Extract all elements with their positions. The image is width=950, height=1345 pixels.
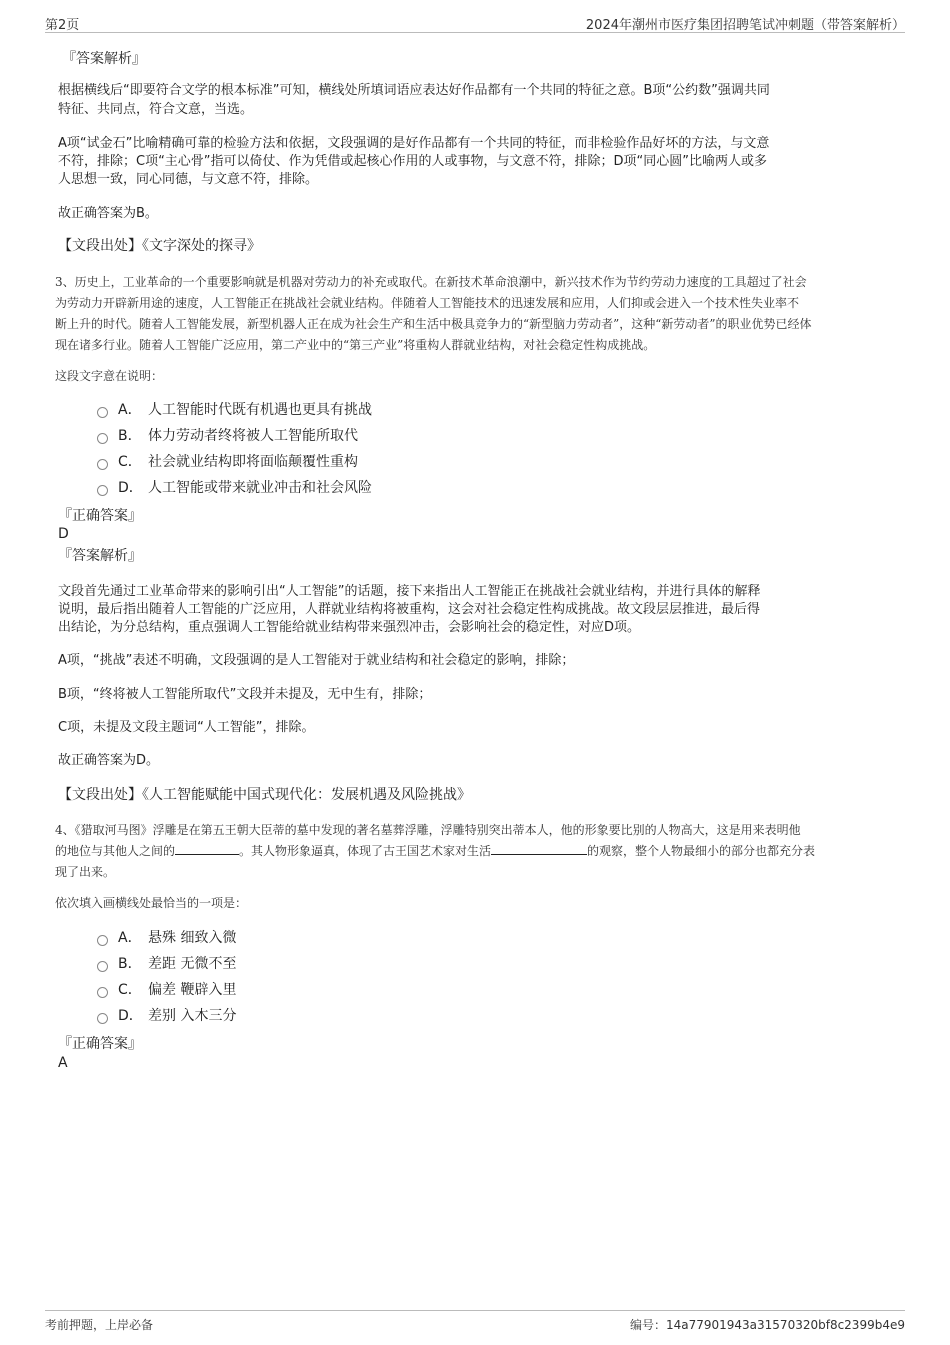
option-d[interactable]: D． 差别 入木三分 [97, 1006, 236, 1026]
radio-icon[interactable] [97, 935, 108, 946]
option-c[interactable]: C． 社会就业结构即将面临颠覆性重构 [97, 452, 358, 472]
question-prompt: 这段文字意在说明： [55, 369, 164, 383]
stem-line: 3、历史上，工业革命的一个重要影响就是机器对劳动力的补充或取代。在新技术革命浪潮中，新兴技术作为节约劳动力速度的工具超过了社会 [55, 275, 807, 289]
option-c[interactable]: C． 偏差 鞭辟入里 [97, 980, 236, 1000]
answer-label: 『正确答案』 [58, 508, 142, 524]
explanation-a: A项，“挑战”表述不明确，文段强调的是人工智能对于就业结构和社会稳定的影响，排除； [58, 653, 575, 668]
analysis-line: 根据横线后“即要符合文学的根本标准”可知，横线处所填词语应表达好作品都有一个共同的特征之意。B项“公约数”强调共同 [58, 83, 770, 98]
option-a[interactable]: A． 悬殊 细致入微 [97, 928, 236, 948]
radio-icon[interactable] [97, 407, 108, 418]
radio-icon[interactable] [97, 1013, 108, 1024]
document-title: 2024年潮州市医疗集团招聘笔试冲刺题（带答案解析） [585, 18, 905, 33]
correct-answer: A [58, 1055, 68, 1071]
page-number: 第2页 [45, 18, 80, 33]
stem-line: 4、《猎取河马图》浮雕是在第五王朝大臣蒂的墓中发现的著名墓葬浮雕，浮雕特别突出蒂本人，他的形象要比别的人物高大，这是用来表明他 [55, 823, 801, 837]
analysis-line: 人思想一致，同心同德，与文意不符，排除。 [58, 172, 319, 187]
analysis-line: 特征、共同点，符合文意，当选。 [58, 102, 254, 117]
analysis-label: 『答案解析』 [62, 51, 146, 67]
analysis-label: 『答案解析』 [58, 548, 142, 564]
fill-blank-2[interactable] [491, 842, 587, 855]
footer-slogan: 考前押题，上岸必备 [45, 1318, 154, 1332]
stem-line: 现了出来。 [55, 865, 116, 879]
page-footer [45, 1310, 905, 1337]
fill-blank-1[interactable] [175, 842, 239, 855]
page-header [45, 10, 905, 33]
option-d[interactable]: D． 人工智能或带来就业冲击和社会风险 [97, 478, 372, 498]
document-code: 编号：14a77901943a31570320bf8c2399b4e9 [629, 1318, 905, 1332]
explanation-b: B项，“终将被人工智能所取代”文段并未提及，无中生有，排除； [58, 687, 432, 702]
option-a[interactable]: A． 人工智能时代既有机遇也更具有挑战 [97, 400, 372, 420]
analysis-line: 说明，最后指出随着人工智能的广泛应用，人群就业结构将被重构，这会对社会稳定性构成挑战。故文段层层推进，最后得 [58, 602, 761, 617]
question-stem [55, 820, 897, 883]
analysis-line: A项“试金石”比喻精确可靠的检验方法和依据，文段强调的是好作品都有一个共同的特征，而非检验作品好坏的方法，与文意 [58, 136, 770, 151]
radio-icon[interactable] [97, 459, 108, 470]
question-prompt: 依次填入画横线处最恰当的一项是： [55, 896, 248, 910]
radio-icon[interactable] [97, 485, 108, 496]
stem-line: 断上升的时代。随着人工智能发展，新型机器人正在成为社会生产和生活中极具竞争力的“新型脑力劳动者”，这种“新劳动者”的职业优势已经体 [55, 317, 812, 331]
option-b[interactable]: B． 体力劳动者终将被人工智能所取代 [97, 426, 358, 446]
conclusion: 故正确答案为D。 [58, 753, 160, 768]
explanation-c: C项，未提及文段主题词“人工智能”，排除。 [58, 720, 315, 735]
option-b[interactable]: B． 差距 无微不至 [97, 954, 236, 974]
radio-icon[interactable] [97, 433, 108, 444]
analysis-line: 不符，排除；C项“主心骨”指可以倚仗、作为凭借或起核心作用的人或事物，与文意不符，排除；D项“同心圆”比喻两人或多 [58, 154, 768, 169]
answer-label: 『正确答案』 [58, 1036, 142, 1052]
radio-icon[interactable] [97, 961, 108, 972]
analysis-line: 出结论，为分总结构，重点强调人工智能给就业结构带来强烈冲击，会影响社会的稳定性，对应D项。 [58, 620, 641, 635]
stem-line: 的地位与其他人之间的 。其人物形象逼真，体现了古王国艺术家对生活 的观察，整个人物最细小的部分也都充分表 [55, 844, 816, 858]
source: 【文段出处】《文字深处的探寻》 [58, 238, 261, 254]
radio-icon[interactable] [97, 987, 108, 998]
correct-answer: D [58, 526, 69, 542]
stem-line: 为劳动力开辟新用途的速度，人工智能正在挑战社会就业结构。伴随着人工智能技术的迅速发展和应用，人们抑或会进入一个技术性失业率不 [55, 296, 800, 310]
stem-line: 现在诸多行业。随着人工智能广泛应用，第二产业中的“第三产业”将重构人群就业结构，对社会稳定性构成挑战。 [55, 338, 656, 352]
source: 【文段出处】《人工智能赋能中国式现代化：发展机遇及风险挑战》 [58, 787, 471, 803]
analysis-line: 文段首先通过工业革命带来的影响引出“人工智能”的话题，接下来指出人工智能正在挑战社会就业结构，并进行具体的解释 [58, 584, 761, 599]
conclusion: 故正确答案为B。 [58, 206, 158, 221]
question-stem [55, 272, 897, 356]
